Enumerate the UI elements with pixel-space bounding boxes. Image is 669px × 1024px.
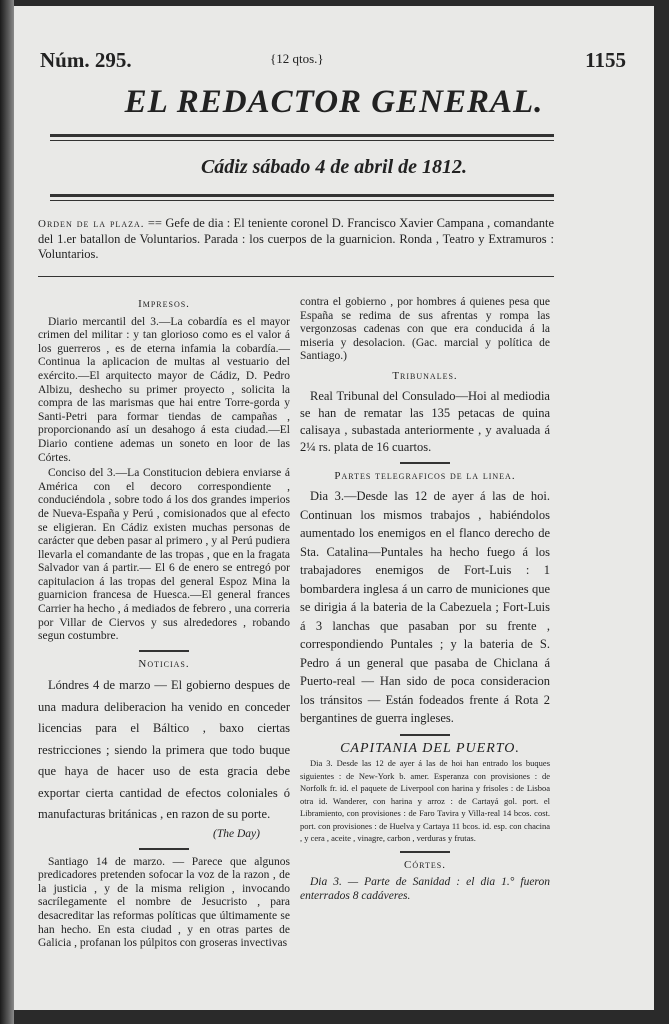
santiago-item: Santiago 14 de marzo. — Parece que algunos predicadores pretenden sofocar la voz de la razon , de la justicia , y de la misma religion , invocando sacrílegamente el nombre de Jesucristo , para desacreditar las reformas políticas que últimamente se han hecho. En esta ciudad , y en otras partes de Galicia , profanan los púlpitos con groseras invectivas <box>38 855 290 950</box>
masthead-rule <box>50 134 554 141</box>
orden-text: == Gefe de dia : El teniente coronel D. Francisco Xavier Campana , comandante del 1.er batallon de Voluntarios. Parada : los cuerpos de la guarnicion. Ronda , Teatro y Extramuros : Voluntarios. <box>38 216 554 261</box>
tribunales-heading: Tribunales. <box>392 369 458 382</box>
divider <box>400 462 450 464</box>
londres-item: Lóndres 4 de marzo — El gobierno despues de una madura deliberacion ha venido en conceder licencias para el Báltico , baxo ciertas restricciones ; siendo la primera que todo buque que haya de hacer uso de esta gracia debe exportar cierta cantidad de efectos coloniales ó manufacturas británicas , en razon de su porte. <box>38 678 290 822</box>
issue-price: {12 qtos.} <box>270 51 324 66</box>
capitania-heading: CAPITANIA DEL PUERTO. <box>340 740 520 756</box>
impresos-heading: Impresos. <box>138 298 190 310</box>
capitania-item: Dia 3. Desde las 12 de ayer á las de hoi han entrado los buques siguientes : de New-York b. amer. Esperanza con provisiones : de Norfolk fr. id. el paquete de Liverpool con harina y frisoles : de Lisboa otra id. Wanderer, con harina y arroz : de Cartayá gol. port. el Libramiento, con provisiones : de Faro Tavira y Villa-real 14 bcos. cost. port. con provisiones : de Huelva y Cartaya 11 bcos. id. esp. con chacina , y cera , aceite , vinagre, carbon , verduras y frutas. <box>300 758 550 844</box>
right-column <box>300 296 550 906</box>
orden-lead: Orden de la plaza. <box>38 218 145 230</box>
divider <box>139 848 189 850</box>
header-row <box>40 48 636 72</box>
newspaper-page <box>14 6 654 1010</box>
orden-de-la-plaza <box>38 216 554 262</box>
divider <box>139 650 189 652</box>
cortes-item: Dia 3. — Parte de Sanidad : el dia 1.° fueron enterrados 8 cadáveres. <box>300 876 550 902</box>
partes-heading: Partes telegraficos de la linea. <box>334 469 516 482</box>
londres-source: (The Day) <box>213 827 260 840</box>
issue-number: Núm. 295. <box>40 48 132 72</box>
dateline-rule <box>50 194 554 201</box>
cortes-heading: Córtes. <box>404 858 446 871</box>
tribunales-item: Real Tribunal del Consulado—Hoi al mediodia se han de rematar las 135 petacas de quina calisaya , subastada anteriormente , y avaluada á 2¼ rs. plata de 16 cuartos. <box>300 388 550 454</box>
dateline: Cádiz sábado 4 de abril de 1812. <box>200 156 468 178</box>
impresos-conciso: Concisо del 3.—La Constitucion debiera enviarse á América con el decoro correspondiente , conduciéndola , sobre todo á los dos grandes imperios de Nueva-España y Perú , comisionados que al efecto se eligieran. En Cádiz existen muchas personas de carácter que deben pasar al primero , y al Perú pudiera llevarla el comandante de las tropas , que en la fragata Salvador van á partir.— El 6 de enero se entregó por capitulacion á las tropas del general Espoz Mina la guarnicion francesa de Huesca.—El general frances Carrier ha hecho , á mediados de febrero , una correria por Villar de Ciervos y sus alrededores , robando segun costumbre. <box>38 467 290 643</box>
noticias-heading: Noticias. <box>138 657 190 670</box>
book-spine <box>0 0 14 1024</box>
divider <box>400 851 450 853</box>
masthead-title: EL REDACTOR GENERAL. <box>124 84 544 120</box>
section-rule <box>38 276 554 277</box>
impresos-diario: Diario mercantil del 3.—La cobardía es el mayor crimen del militar : y tan glorioso como es el valor á los guerreros , es de eterna infamia la cobardía.—Continua la aplicacion de multas al vestuario del exército.—El arquitecto mayor de Cádiz, D. Pedro Albizu, deshecho su primer proyecto , solicita la compra de las marismas que hai entre Torre-gorda y Santi-Petri para formar tiendas de campañas , proporcionando así un desahogo á esta ciudad.—El Diario contiene ademas un soneto en loor de las Córtes. <box>38 315 290 464</box>
partes-item: Dia 3.—Desde las 12 de ayer á las de hoi. Continuan los mismos trabajos , habiéndolos aumentado los enemigos en el flanco derecho de Sta. Catalina—Puntales ha hecho fuego á los trabajadores enemigos de Fort-Luis : 1 bombardera inglesa á un carro de municiones que se dirigia á la bateria de la Cabezuela ; Fort-Luis á 3 lanchas que pasaban por su frente , correspondiendo Puntales ; y la bateria de S. Pedro á un general que pasaba de Chiclana á Puerto-real — Han sido de poca consideracion los tránsitos — Están fodeados frente á Rota 2 bergantines de guerra ingleses. <box>300 489 550 726</box>
left-column <box>38 292 290 953</box>
page-number: 1155 <box>585 48 626 72</box>
continued-text: contra el gobierno , por hombres á quienes pesa que España se redima de sus afrentas y rompa las vergonzosas cadenas con que era conducida á la miseria y desolacion. (Gac. marcial y política de Santiago.) <box>300 296 550 363</box>
divider <box>400 734 450 736</box>
